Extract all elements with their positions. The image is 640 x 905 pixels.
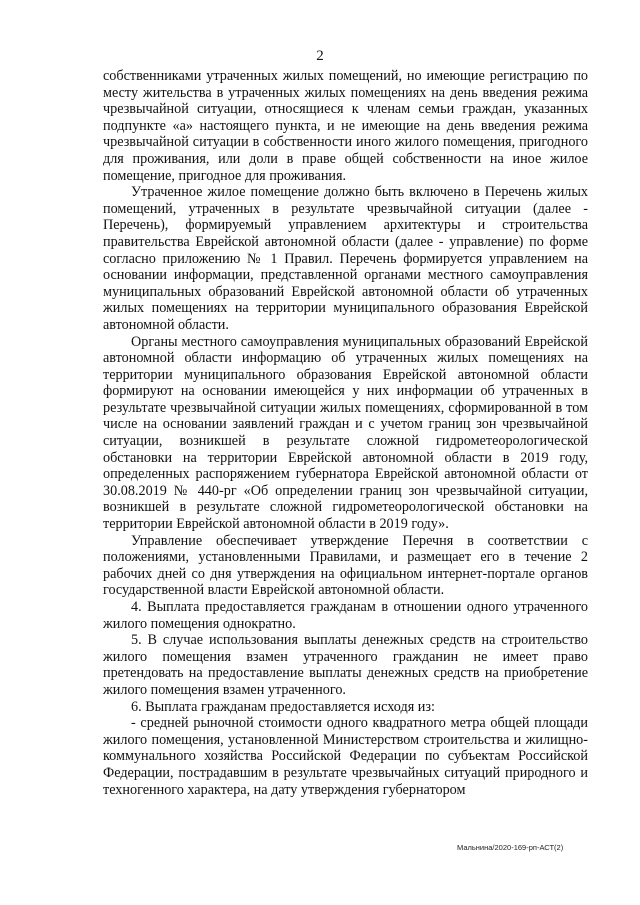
paragraph-item-4: 4. Выплата предоставляется гражданам в отношении одного утраченного жилого помещения однократно. <box>103 599 588 632</box>
document-body <box>103 68 588 798</box>
paragraph-lost-housing-list: Утраченное жилое помещение должно быть включено в Перечень жилых помещений, утраченных в результате чрезвычайной ситуации (далее - Перечень), формируемый управлением архитектуры и строительства правительства Еврейской автономной области (далее - управление) по форме согласно приложению № 1 Правил. Перечень формируется управлением на основании информации, представленной органами местного самоуправления муниципальных образований Еврейской автономной области об утраченных жилых помещениях на территории муниципального образования Еврейской автономной области. <box>103 184 588 333</box>
paragraph-continuation: собственниками утраченных жилых помещений, но имеющие регистрацию по месту жительства в утраченных жилых помещениях на день введения режима чрезвычайной ситуации, относящиеся к членам семьи граждан, указанных подпункте «а» настоящего пункта, и не имеющие на день введения режима чрезвычайной ситуации в собственности иного жилого помещения, пригодного для проживания, или доли в праве общей собственности на иное жилое помещение, пригодное для проживания. <box>103 68 588 184</box>
paragraph-item-6: 6. Выплата гражданам предоставляется исходя из: <box>131 698 435 715</box>
paragraph-list-approval: Управление обеспечивает утверждение Перечня в соответствии с положениями, установленными Правилами, и размещает его в течение 2 рабочих дней со дня утверждения на официальном интернет-портале органов государственной власти Еврейской автономной области. <box>103 532 588 599</box>
paragraph-local-authorities: Органы местного самоуправления муниципальных образований Еврейской автономной области информацию об утраченных жилых помещениях на территории муниципального образования Еврейской автономной области формируют на основании имеющейся у них информации об утраченных в результате чрезвычайной ситуации жилых помещениях, сформированной в том числе на основании заявлений граждан и с учетом границ зон чрезвычайной ситуации, возникшей в результате сложной гидрометеорологической обстановки на территории Еврейской автономной области в 2019 году, определенных распоряжением губернатора Еврейской автономной области от 30.08.2019 № 440-рг «Об определении границ зон чрезвычайной ситуации, возникшей в результате сложной гидрометеорологической обстановки на территории Еврейской автономной области в 2019 году». <box>103 333 588 533</box>
page-number: 2 <box>316 48 324 64</box>
paragraph-item-5: 5. В случае использования выплаты денежных средств на строительство жилого помещения взамен утраченного гражданин не имеет право претендовать на предоставление выплаты денежных средств на приобретение жилого помещения взамен утраченного. <box>103 632 588 698</box>
document-reference-code: Мальнина/2020-169-рп-АСТ(2) <box>457 843 564 852</box>
paragraph-item-6-bullet: - средней рыночной стоимости одного квадратного метра общей площади жилого помещения, установленной Министерством строительства и жилищно-коммунального хозяйства Российской Федерации по субъектам Российской Федерации, пострадавшим в результате чрезвычайных ситуаций природного и техногенного характера, на дату утверждения губернатором <box>103 715 588 798</box>
